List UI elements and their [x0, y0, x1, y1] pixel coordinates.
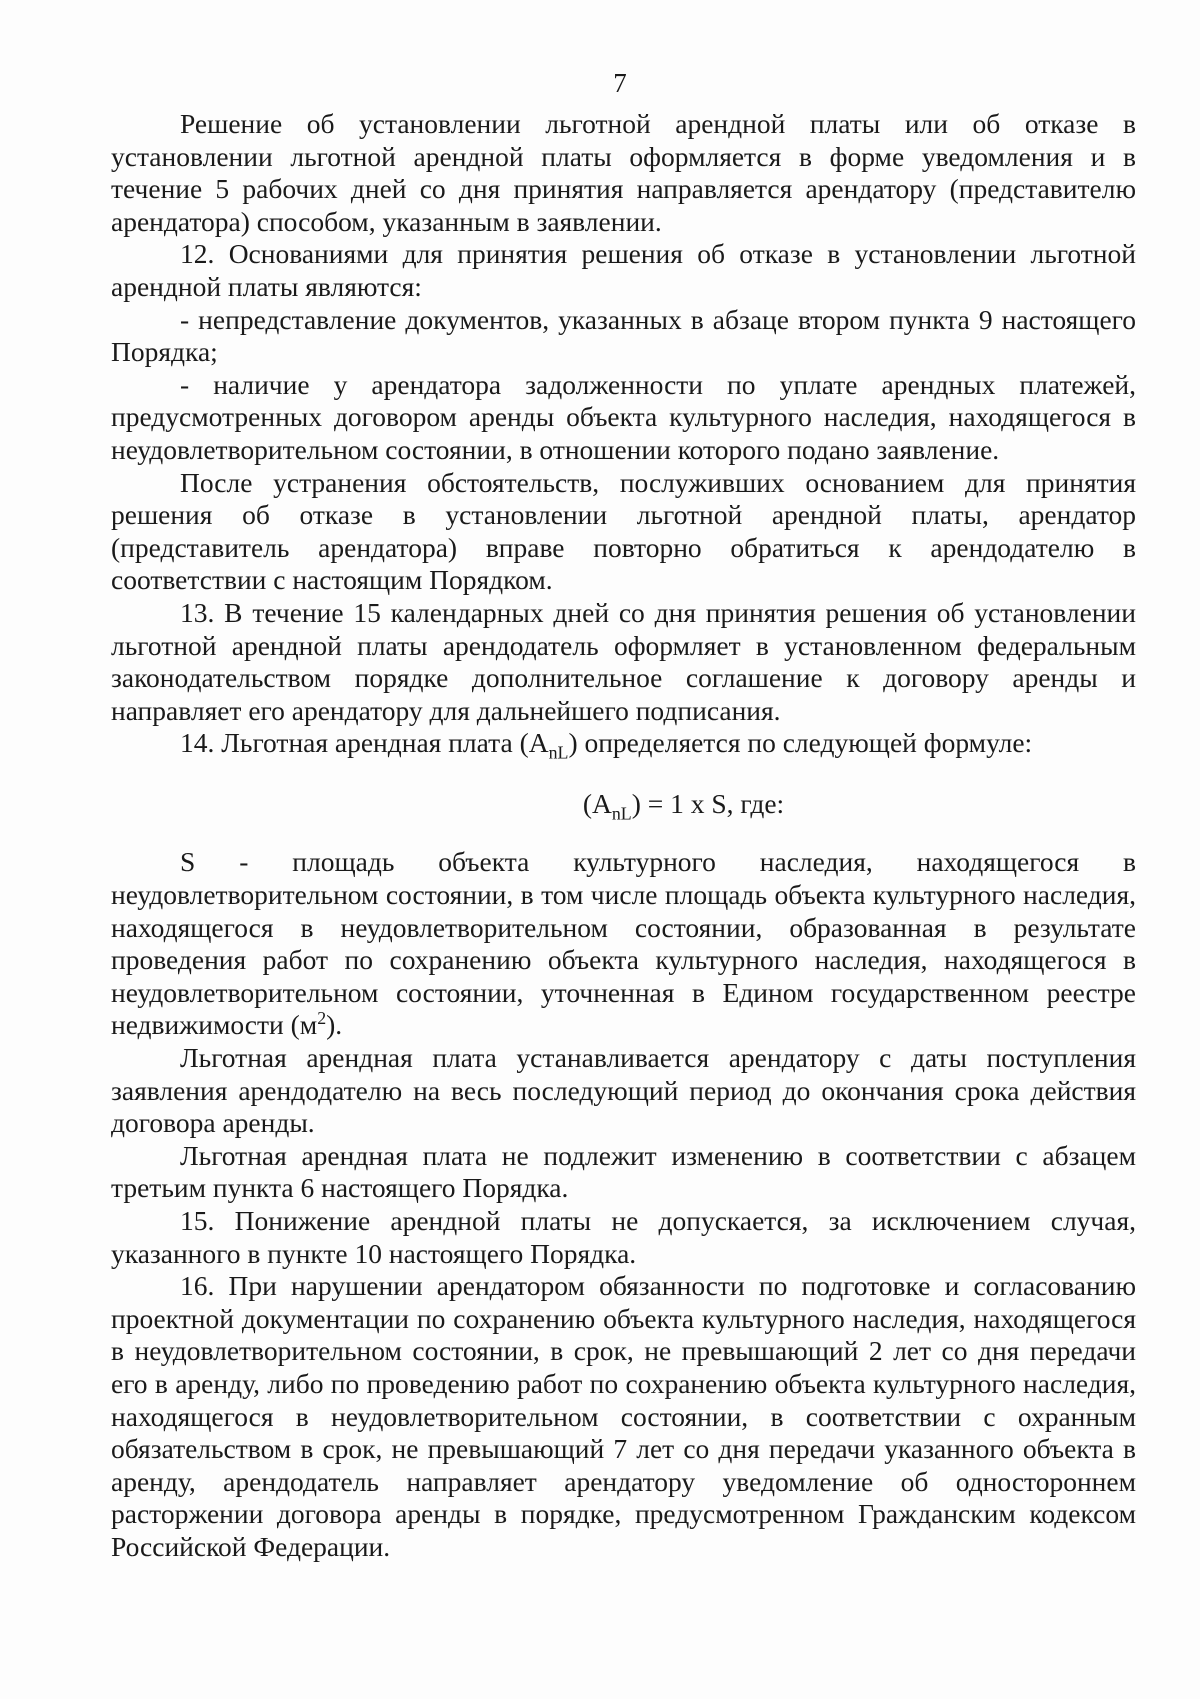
text-segment: 14. Льготная арендная плата (А [180, 727, 549, 759]
formula-subscript: nL [611, 803, 632, 824]
paragraph-reapply: После устранения обстоятельств, послуживших основанием для принятия решения об отказе в установлении льготной арендной платы, арендатор (представитель арендатора) вправе повторно обратиться к арендодателю в соответствии с настоящим Порядком. [111, 466, 1136, 596]
formula-right: ) = 1 х S, где: [631, 787, 785, 819]
paragraph-rent-fixed: Льготная арендная плата не подлежит изменению в соответствии с абзацем третьим пункта 6 настоящего Порядка. [111, 1139, 1136, 1204]
superscript: 2 [317, 1008, 327, 1029]
paragraph-rent-start: Льготная арендная плата устанавливается арендатору с даты поступления заявления арендодателю на весь последующий период до окончания срока действия договора аренды. [111, 1042, 1136, 1139]
paragraph-16-termination: 16. При нарушении арендатором обязанности по подготовке и согласованию проектной документации по сохранению объекта культурного наследия, находящегося в неудовлетворительном состоянии, в срок, не превышающий 2 лет со дня передачи его в аренду, либо по проведению работ по сохранению объекта культурного наследия, находящегося в неудовлетворительном состоянии, в соответствии с охранным обязательством в срок, не превышающий 7 лет со дня передачи указанного объекта в аренду, арендодатель направляет арендатору уведомление об одностороннем расторжении договора аренды в порядке, предусмотренном Гражданским кодексом Российской Федерации. [111, 1270, 1136, 1562]
text-segment: S - площадь объекта культурного наследия, находящегося в неудовлетворительном состоянии, в том числе площадь объекта культурного наследия, находящегося в неудовлетворительном состоянии, образованная в результате проведения работ по сохранению объекта культурного наследия, находящегося в неудовлетворительном состоянии, уточненная в Едином государственном реестре недвижимости (м [111, 846, 1136, 1041]
paragraph-ground-debt: - наличие у арендатора задолженности по уплате арендных платежей, предусмотренных договором аренды объекта культурного наследия, находящегося в неудовлетворительном состоянии, в отношении которого подано заявление. [111, 368, 1136, 465]
paragraph-ground-documents: - непредставление документов, указанных в абзаце втором пункта 9 настоящего Порядка; [111, 303, 1136, 368]
paragraph-14-formula-intro [111, 727, 1136, 763]
page-number: 7 [613, 68, 627, 98]
paragraph-decision-notice: Решение об установлении льготной арендной платы или об отказе в установлении льготной арендной платы оформляется в форме уведомления и в течение 5 рабочих дней со дня принятия направляется арендатору (представителю арендатора) способом, указанным в заявлении. [111, 108, 1136, 237]
paragraph-15-reduction: 15. Понижение арендной платы не допускается, за исключением случая, указанного в пункте 10 настоящего Порядка. [111, 1205, 1136, 1269]
formula-left: (А [582, 787, 612, 819]
formula [111, 787, 1136, 824]
text-segment: ) определяется по следующей формуле: [568, 727, 1033, 759]
document-body [111, 108, 1136, 1564]
subscript: nL [548, 742, 569, 763]
text-segment: ). [326, 1009, 343, 1041]
paragraph-12-grounds: 12. Основаниями для принятия решения об отказе в установлении льготной арендной платы являются: [111, 238, 1136, 302]
paragraph-13-agreement: 13. В течение 15 календарных дней со дня принятия решения об установлении льготной арендной платы арендодатель оформляет в установленном федеральным законодательством порядке дополнительное соглашение к договору аренды и направляет его арендатору для дальнейшего подписания. [111, 596, 1136, 726]
paragraph-area-definition [111, 846, 1136, 1042]
